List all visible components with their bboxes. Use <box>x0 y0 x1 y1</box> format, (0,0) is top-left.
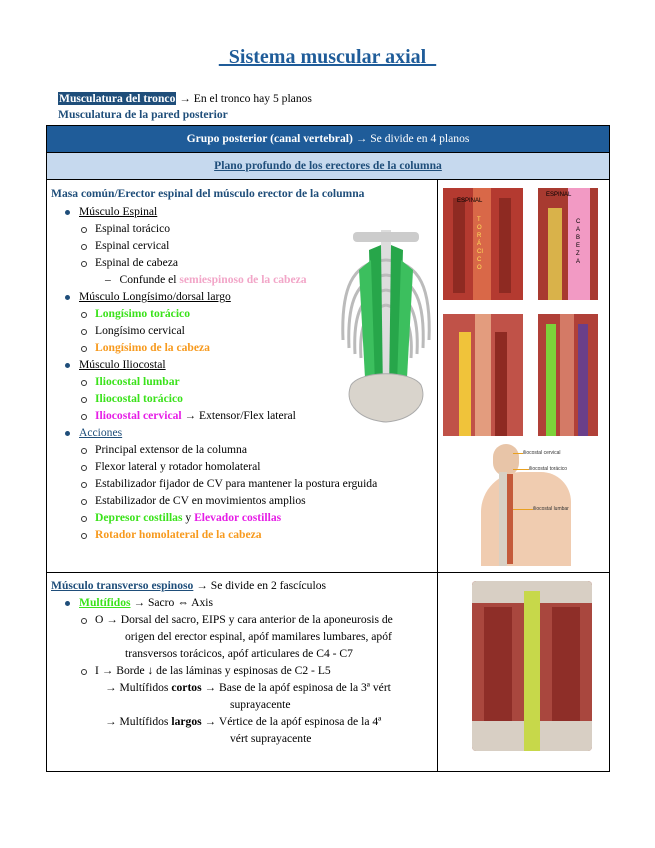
largos-prefix: → Multífidos <box>105 715 172 728</box>
accion-item: Flexor lateral y rotador homolateral <box>95 460 261 473</box>
bullet-icon <box>65 431 70 436</box>
multifidos-cortos-line <box>105 679 391 696</box>
trunk-musculature-text: → En el tronco hay 5 planos <box>176 92 312 105</box>
muscle-table <box>46 125 610 772</box>
table-header-posterior-group <box>47 126 609 153</box>
circle-bullet-icon <box>81 346 87 352</box>
circle-bullet-icon <box>81 482 87 488</box>
iliocostal-lumbar: Iliocostal lumbar <box>95 375 180 388</box>
accion-item: Estabilizador fijador de CV para mantener la postura erguida <box>95 477 378 490</box>
multifidos-largos-line <box>105 713 381 730</box>
elevador-costillas: Elevador costillas <box>194 511 282 524</box>
cortos-bold: cortos <box>171 681 202 694</box>
acciones-label: Acciones <box>79 426 123 439</box>
toracico-vertical-label: TORÁCICO <box>477 217 483 271</box>
circle-bullet-icon <box>81 414 87 420</box>
circle-bullet-icon <box>81 448 87 454</box>
multifidos-label: Multífidos <box>79 596 131 609</box>
circle-bullet-icon <box>81 533 87 539</box>
erector-spinae-skeleton-figure <box>331 230 441 430</box>
trunk-musculature-label: Musculatura del tronco <box>59 92 176 105</box>
iliocostal-image <box>538 314 598 436</box>
iliocostal-side-figure <box>463 444 583 566</box>
espinal-label: Músculo Espinal <box>79 205 158 218</box>
transverso-heading-line <box>51 577 326 594</box>
origin-line-3: transversos torácicos, apóf articulares de C4 - C7 <box>125 647 353 660</box>
accion-item: Principal extensor de la columna <box>95 443 247 456</box>
circle-bullet-icon <box>81 244 87 250</box>
accion-conjunction: y <box>182 511 195 524</box>
multifidos-back-image <box>472 581 592 751</box>
semiespinoso-highlight: semiespinoso de la cabeza <box>179 273 307 286</box>
iliocostal-cervical: Iliocostal cervical <box>95 409 182 422</box>
row-divider <box>47 572 609 573</box>
espinal-item: Espinal cervical <box>95 239 170 252</box>
insertion-line: I → Borde ↓ de las láminas y espinosas de C2 - L5 <box>95 664 331 677</box>
transverso-heading: Músculo transverso espinoso <box>51 579 194 592</box>
espinal-label-1: ESPINAL <box>457 198 483 204</box>
deep-plane-title: Plano profundo de los erectores de la columna <box>214 159 442 172</box>
cabeza-vertical-label: CABEZA <box>576 219 581 265</box>
circle-bullet-icon <box>81 618 87 624</box>
circle-bullet-icon <box>81 261 87 267</box>
ilio-label: iliocostal lumbar <box>533 506 569 512</box>
iliocostal-cervical-line <box>95 407 296 424</box>
posterior-group-planes: → Se divide en 4 planos <box>352 132 470 145</box>
intro <box>58 91 312 123</box>
multifidos-range: → Sacro ⇔ Axis <box>130 596 213 609</box>
origin-line-2: origen del erector espinal, apóf mamilares lumbares, apóf <box>125 630 392 643</box>
cortos-prefix: → Multífidos <box>105 681 172 694</box>
longisimo-image <box>443 314 523 436</box>
bullet-icon <box>65 210 70 215</box>
iliocostal-cervical-action: → Extensor/Flex lateral <box>181 409 296 422</box>
bullet-icon <box>65 601 70 606</box>
depresor-costillas: Depresor costillas <box>95 511 183 524</box>
accion-item: Estabilizador de CV en movimientos amplios <box>95 494 306 507</box>
iliocostal-label: Músculo Iliocostal <box>79 358 166 371</box>
espinal-label-2: ESPINAL <box>546 192 572 198</box>
espinal-item: Espinal de cabeza <box>95 256 179 269</box>
circle-bullet-icon <box>81 465 87 471</box>
circle-bullet-icon <box>81 499 87 505</box>
cortos-rest: → Base de la apóf espinosa de la 3ª vért <box>201 681 391 694</box>
multifidos-largos-line-2: vért suprayacente <box>230 732 312 745</box>
largos-bold: largos <box>171 715 202 728</box>
rotador-cabeza: Rotador homolateral de la cabeza <box>95 528 262 541</box>
circle-bullet-icon <box>81 669 87 675</box>
multifidos-line <box>79 594 213 611</box>
circle-bullet-icon <box>81 227 87 233</box>
bullet-icon <box>65 363 70 368</box>
posterior-wall-heading: Musculatura de la pared posterior <box>58 108 228 121</box>
confunde-text: Confunde el <box>119 273 180 286</box>
page-title: Sistema muscular axial <box>218 46 437 68</box>
circle-bullet-icon <box>81 397 87 403</box>
bullet-icon <box>65 295 70 300</box>
transverso-divisions: → Se divide en 2 fascículos <box>193 579 327 592</box>
table-header-deep-plane <box>47 153 609 180</box>
circle-bullet-icon <box>81 380 87 386</box>
ilio-label: iliocostal cervical <box>523 450 561 456</box>
espinal-toracico-image <box>443 188 523 300</box>
origin-line-1: O → Dorsal del sacro, EIPS y cara anterior de la aponeurosis de <box>95 613 393 626</box>
multifidos-cortos-line-2: suprayacente <box>230 698 291 711</box>
iliocostal-toracico: Iliocostal torácico <box>95 392 183 405</box>
longisimo-cervical: Longísimo cervical <box>95 324 185 337</box>
longisimo-cabeza: Longísimo de la cabeza <box>95 341 210 354</box>
circle-bullet-icon <box>81 329 87 335</box>
posterior-group-title: Grupo posterior (canal vertebral) <box>186 132 353 145</box>
espinal-cabeza-image <box>538 188 598 300</box>
largos-rest: → Vértice de la apóf espinosa de la 4ª <box>201 715 382 728</box>
ilio-label: iliocostal torácico <box>529 466 568 472</box>
longisimo-toracico: Longísimo torácico <box>95 307 190 320</box>
espinal-item: Espinal torácico <box>95 222 171 235</box>
confunde-line: – Confunde el semiespinoso de la cabeza <box>105 273 307 286</box>
erector-heading: Masa común/Erector espinal del músculo erector de la columna <box>51 187 365 200</box>
accion-costillas <box>95 509 281 526</box>
longisimo-label: Músculo Longísimo/dorsal largo <box>79 290 231 303</box>
circle-bullet-icon <box>81 516 87 522</box>
circle-bullet-icon <box>81 312 87 318</box>
